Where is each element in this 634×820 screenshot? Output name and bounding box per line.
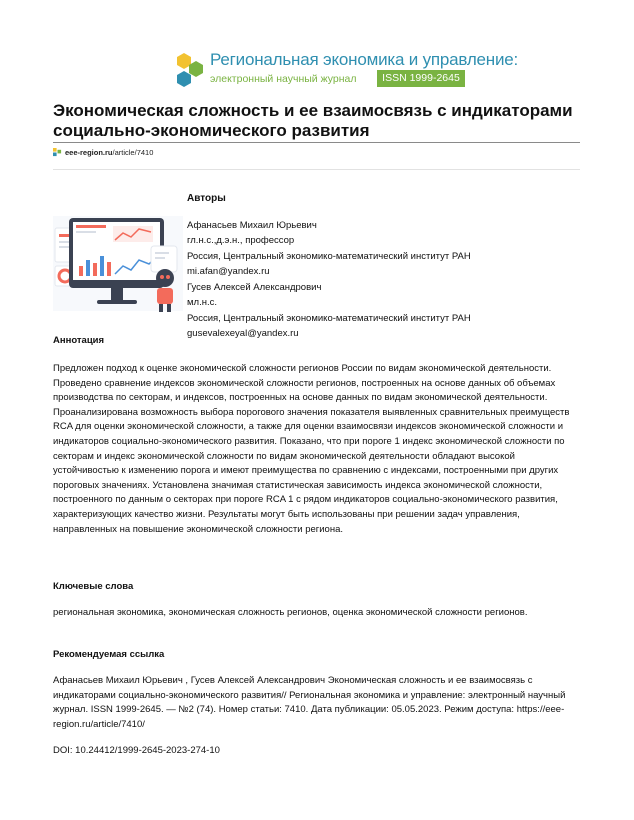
author-name: Гусев Алексей Александрович <box>187 281 322 293</box>
author-affiliation: Россия, Центральный экономико-математический институт РАН <box>187 312 471 324</box>
site-favicon-icon <box>53 148 62 157</box>
keywords-text: региональная экономика, экономическая сложность регионов, оценка экономической сложности регионов. <box>53 607 528 618</box>
abstract-text: Предложен подход к оценке экономической сложности регионов России по видам экономической деятельности. Проведено сравнение индексов экономической сложности регионов, построенных на основе данных об объемах производства по секторам, и индексов, построенных на основе данных по видам экономической деятельности. Проанализирована возможность выбора порогового значения показателя выявленных сравнительных преимуществ RCA для оценки экономической сложности, а также для оценки взаимосвязи индексов экономической сложности и индикаторов социально-экономического развития. Показано, что при пороге 1 индекс экономической сложности по секторам и индекс экономической сложности по видам экономической деятельности обладают высокой устойчивостью к изменению порога и имеют преимущества по сравнению с индексами, построенными при других пороговых значениях. Установлена значимая статистическая зависимость индекса экономической сложности, построенного по данным о секторах при пороге RCA 1 с рядом индикаторов социально-экономического развития, характеризующих качество жизни. Результаты могут быть использованы при решении задач управления, направленных на повышение экономической сложности региона. <box>53 363 570 535</box>
journal-title: Региональная экономика и управление: <box>210 50 519 69</box>
url-path: /article/7410 <box>112 148 154 157</box>
url-domain: eee-region.ru <box>65 148 113 157</box>
title-divider <box>53 142 580 143</box>
authors-block <box>187 191 587 342</box>
author-affiliation: Россия, Центральный экономико-математический институт РАН <box>187 250 471 262</box>
article-title: Экономическая сложность и ее взаимосвязь с индикаторами социально-экономического развития <box>53 101 573 140</box>
article-url[interactable] <box>53 148 153 157</box>
journal-subtitle: электронный научный журнал <box>210 73 357 85</box>
author-email[interactable]: gusevalexeyal@yandex.ru <box>187 328 299 339</box>
author-email[interactable]: mi.afan@yandex.ru <box>187 266 270 277</box>
author-name: Афанасьев Михаил Юрьевич <box>187 219 317 231</box>
authors-heading: Авторы <box>187 193 226 204</box>
citation-heading: Рекомендуемая ссылка <box>53 649 165 660</box>
author-position: гл.н.с.,д.э.н., профессор <box>187 235 295 246</box>
doi: DOI: 10.24412/1999-2645-2023-274-10 <box>53 745 220 756</box>
analytics-illustration <box>53 208 183 320</box>
author-position: мл.н.с. <box>187 297 217 308</box>
abstract-heading: Аннотация <box>53 335 105 346</box>
journal-logo-icon <box>176 52 204 88</box>
keywords-heading: Ключевые слова <box>53 581 134 592</box>
issn-badge: ISSN 1999-2645 <box>377 70 465 87</box>
journal-masthead <box>176 48 519 94</box>
url-divider <box>53 169 580 170</box>
citation-text: Афанасьев Михаил Юрьевич , Гусев Алексей Александрович Экономическая сложность и ее взаимосвязь с индикаторами социально-экономического развития// Региональная экономика и управление: электронный научный журнал. ISSN 1999-2645. — №2 (74). Номер статьи: 7410. Дата публикации: 05.05.2023. Режим доступа: https://eee-region.ru/article/7410/ <box>53 675 566 730</box>
